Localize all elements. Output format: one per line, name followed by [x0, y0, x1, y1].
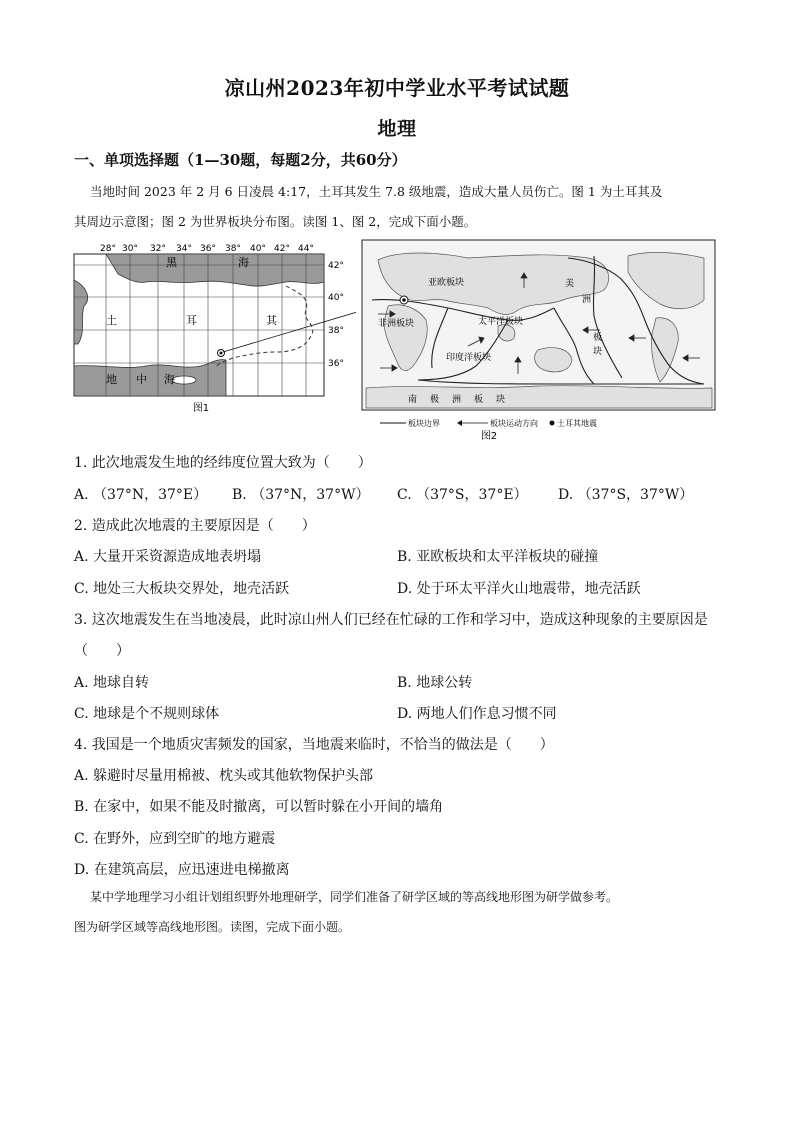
lon-label: 32° [150, 244, 166, 254]
plate-label-america: 洲 [582, 295, 592, 305]
q1-option-a[interactable]: A. （37°N，37°E） [74, 487, 208, 503]
intro-line-1: 当地时间 2023 年 2 月 6 日凌晨 4:17，土耳其发生 7.8 级地震，造成大量人员伤亡。图 1 为土耳其及 [90, 184, 663, 199]
q4-option-d[interactable]: D. 在建筑高层，应迅速进电梯撤离 [74, 862, 290, 878]
intro2-line-1: 某中学地理学习小组计划组织野外地理研学，同学们准备了研学区域的等高线地形图为研学做参考。 [90, 890, 619, 904]
q1-stem: 1. 此次地震发生地的经纬度位置大致为（ ） [74, 455, 372, 471]
section-heading: 一、单项选择题（1—30题，每题2分，共60分） [74, 151, 407, 169]
region-label-mediterranean: 地 [106, 373, 117, 386]
lon-label: 28° [100, 244, 116, 254]
plate-label-antarctic: 南 [408, 395, 418, 405]
intro-line-2: 其周边示意图；图 2 为世界板块分布图。读图 1、图 2，完成下面小题。 [74, 214, 477, 229]
plate-label-africa: 非洲板块 [378, 319, 415, 329]
region-label-turkey: 其 [266, 314, 277, 327]
q3-stem-bracket: （ ） [74, 643, 130, 659]
region-label-black-sea: 黑 [166, 256, 177, 269]
q1-option-d[interactable]: D. （37°S，37°W） [558, 487, 694, 503]
plate-label-pacific: 太平洋板块 [478, 317, 524, 327]
lon-label: 42° [274, 244, 290, 254]
q2-option-d[interactable]: D. 处于环太平洋火山地震带，地壳活跃 [397, 581, 641, 597]
plate-label-antarctic: 洲 [452, 395, 462, 405]
q4-stem: 4. 我国是一个地质灾害频发的国家，当地震来临时，不恰当的做法是（ ） [74, 737, 554, 753]
lon-label: 44° [298, 244, 314, 254]
q1-option-b[interactable]: B. （37°N，37°W） [232, 487, 370, 503]
lon-label: 34° [176, 244, 192, 254]
q4-option-c[interactable]: C. 在野外，应到空旷的地方避震 [74, 831, 276, 847]
plate-label-antarctic: 块 [496, 395, 506, 405]
q3-option-a[interactable]: A. 地球自转 [74, 675, 150, 691]
q2-option-c[interactable]: C. 地处三大板块交界处，地壳活跃 [74, 581, 290, 597]
q2-option-b[interactable]: B. 亚欧板块和太平洋板块的碰撞 [397, 549, 599, 565]
q4-option-b[interactable]: B. 在家中，如果不能及时撤离，可以暂时躲在小开间的墙角 [74, 799, 444, 815]
q1-option-c[interactable]: C. （37°S，37°E） [397, 487, 528, 503]
lon-label: 36° [200, 244, 216, 254]
region-label-mediterranean: 中 [136, 373, 147, 386]
region-label-mediterranean: 海 [164, 373, 175, 386]
plate-label-eurasia: 亚欧板块 [428, 278, 465, 288]
q2-option-a[interactable]: A. 大量开采资源造成地表坍塌 [74, 549, 262, 565]
intro2-line-2: 图为研学区域等高线地形图。读图，完成下面小题。 [74, 920, 351, 934]
lat-label: 38° [328, 326, 344, 336]
lon-label: 30° [122, 244, 138, 254]
plate-label-other: 板 [593, 333, 603, 343]
plate-label-antarctic: 板 [474, 395, 484, 405]
figure-1-caption: 图1 [192, 403, 210, 414]
q3-stem: 3. 这次地震发生在当地凌晨，此时凉山州人们已经在忙碌的工作和学习中，造成这种现象的主要原因是 [74, 612, 708, 628]
q3-option-c[interactable]: C. 地球是个不规则球体 [74, 706, 220, 722]
lat-label: 40° [328, 293, 344, 303]
q2-stem: 2. 造成此次地震的主要原因是（ ） [74, 518, 316, 534]
q3-option-b[interactable]: B. 地球公转 [397, 675, 473, 691]
legend-boundary: 板块边界 [408, 419, 440, 428]
region-label-turkey: 土 [106, 314, 117, 327]
lat-label: 36° [328, 359, 344, 369]
legend-motion: 板块运动方向 [490, 419, 538, 428]
q3-option-d[interactable]: D. 两地人们作息习惯不同 [397, 706, 557, 722]
figure-2-caption: 图2 [480, 431, 498, 442]
lon-label: 40° [250, 244, 266, 254]
plate-label-america: 美 [565, 279, 575, 289]
exam-title: 凉山州2023年初中学业水平考试试题 [224, 76, 570, 100]
legend-quake: 土耳其地震 [557, 419, 597, 428]
q4-option-a[interactable]: A. 躲避时尽量用棉被、枕头或其他软物保护头部 [74, 768, 374, 784]
plate-label-indian: 印度洋板块 [446, 353, 492, 363]
lat-label: 42° [328, 261, 344, 271]
region-label-turkey: 耳 [186, 314, 197, 327]
region-label-black-sea: 海 [238, 256, 249, 269]
plate-label-antarctic: 极 [430, 395, 440, 405]
lon-label: 38° [225, 244, 241, 254]
figure-2-plate-map [358, 238, 722, 443]
figure-1-turkey-map [66, 240, 356, 415]
subject-title: 地理 [377, 118, 417, 140]
plate-label-other: 块 [593, 347, 603, 357]
